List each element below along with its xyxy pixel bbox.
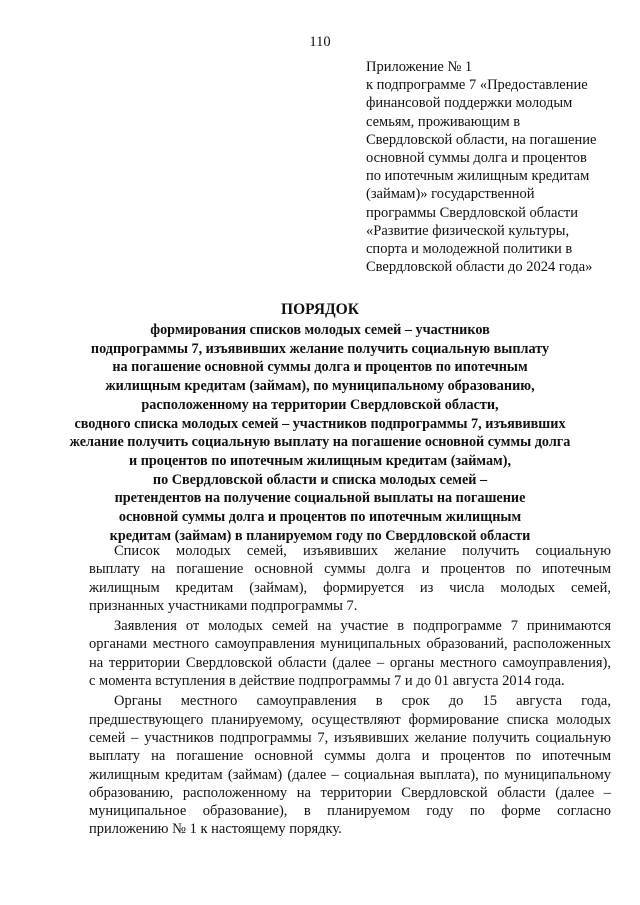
heading-line: основной суммы долга и процентов по ипотечным жилищным	[118, 509, 522, 526]
appendix-line: Приложение № 1	[366, 59, 473, 75]
heading-line: жилищным кредитам (займам), по муниципальному образованию,	[105, 378, 535, 395]
document-body	[89, 542, 611, 841]
paragraph-line: семей – участников подпрограммы 7, изъявивших желание получить социальную	[89, 729, 611, 746]
paragraph-line: жилищным кредитам (займам), формируется из числа молодых семей,	[89, 579, 611, 596]
document-heading	[0, 300, 640, 545]
paragraph-line: Органы местного самоуправления в срок до 15 августа года,	[114, 693, 611, 710]
document-title: ПОРЯДОК	[281, 301, 359, 318]
paragraph	[89, 542, 611, 615]
appendix-line: (займам)» государственной	[366, 186, 535, 203]
appendix-line: «Развитие физической культуры,	[366, 222, 570, 239]
paragraph-line: приложению № 1 к настоящему порядку.	[89, 821, 342, 838]
appendix-line: Свердловской области до 2024 года»	[366, 259, 593, 276]
paragraph-line: признанных участниками подпрограммы 7.	[89, 597, 358, 614]
heading-line: формирования списков молодых семей – участников	[150, 322, 490, 338]
appendix-line: спорта и молодежной политики в	[366, 241, 573, 258]
paragraph	[89, 617, 611, 690]
heading-line: подпрограммы 7, изъявивших желание получить социальную выплату	[90, 340, 550, 357]
paragraph-line: выплату на погашение основной суммы долга и процентов по ипотечным	[89, 748, 611, 765]
paragraph-line: Список молодых семей, изъявивших желание получить социальную	[114, 543, 611, 559]
appendix-line: финансовой поддержки молодым	[366, 95, 573, 112]
appendix-line: основной суммы долга и процентов	[366, 150, 587, 167]
heading-line: расположенному на территории Свердловской области,	[141, 396, 499, 413]
paragraph-line: муниципальное образование), в планируемом году по форме согласно	[89, 803, 611, 820]
paragraph-line: выплату на погашение основной суммы долга и процентов по ипотечным	[89, 561, 611, 578]
paragraph-line: образованию, расположенному на территории Свердловской области (далее –	[89, 784, 611, 801]
appendix-line: по ипотечным жилищным кредитам	[366, 168, 590, 185]
heading-line: желание получить социальную выплату на погашение основной суммы долга	[69, 434, 571, 451]
paragraph-line: с момента вступления в действие подпрограммы 7 и до 01 августа 2014 года.	[89, 673, 565, 690]
appendix-line: Свердловской области, на погашение	[366, 131, 597, 148]
heading-line: по Свердловской области и списка молодых семей –	[152, 471, 488, 488]
heading-line: претендентов на получение социальной выплаты на погашение	[114, 490, 526, 507]
heading-line: и процентов по ипотечным жилищным кредитам (займам),	[128, 452, 511, 469]
appendix-reference	[366, 58, 616, 276]
paragraph	[89, 692, 611, 838]
page-number: 110	[309, 34, 331, 50]
appendix-line: программы Свердловской области	[366, 204, 579, 221]
appendix-line: к подпрограмме 7 «Предоставление	[366, 77, 588, 94]
paragraph-line: органами местного самоуправления муниципальных образований, расположенных	[89, 636, 611, 653]
paragraph-line: жилищным кредитам (займам) (далее – социальная выплата), по муниципальному	[89, 766, 611, 783]
heading-line: на погашение основной суммы долга и процентов по ипотечным	[112, 359, 528, 376]
paragraph-line: предшествующего планируемому, осуществляют формирование списка молодых	[89, 711, 611, 728]
heading-line: кредитам (займам) в планируемом году по Свердловской области	[109, 527, 531, 544]
paragraph-line: на территории Свердловской области (далее – органы местного самоуправления),	[89, 654, 611, 671]
heading-line: сводного списка молодых семей – участников подпрограммы 7, изъявивших	[74, 415, 566, 432]
paragraph-line: Заявления от молодых семей на участие в подпрограмме 7 принимаются	[114, 618, 611, 635]
appendix-line: семьям, проживающим в	[366, 113, 521, 130]
